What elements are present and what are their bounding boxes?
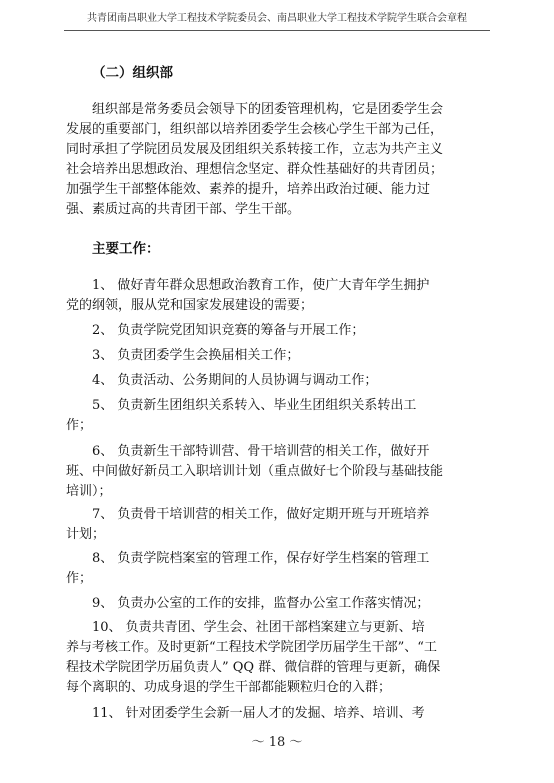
duty-line: 8、 负责学院档案室的管理工作，保存好学生档案的管理工 <box>92 551 430 566</box>
duty-line: 6、 负责新生干部特训营、骨干培训营的相关工作，做好开 <box>92 444 430 459</box>
duty-line: 程技术学院团学历届负责人” QQ 群、微信群的管理与更新，确保 <box>66 660 441 675</box>
duty-line: 培训）； <box>66 484 112 499</box>
intro-line: 强、素质过高的共青团干部、学生干部。 <box>66 202 301 217</box>
duty-line: 5、 负责新生团组织关系转入、毕业生团组织关系转出工 <box>92 398 417 413</box>
intro-line: 加强学生干部整体能效、素养的提升，培养出政治过硬、能力过 <box>66 182 431 197</box>
duty-line: 3、 负责团委学生会换届相关工作； <box>92 348 300 363</box>
intro-line: 组织部是常务委员会领导下的团委管理机构，它是团委学生会 <box>92 102 444 117</box>
duty-line: 养与考核工作。及时更新“工程技术学院团学历届学生干部”、“工 <box>66 640 437 655</box>
duty-line: 9、 负责办公室的工作的安排，监督办公室工作落实情况； <box>92 596 430 611</box>
duty-line: 班、中间做好新员工入职培训计划（重点做好七个阶段与基础技能 <box>66 464 444 479</box>
intro-line: 同时承担了学院团员发展及团组织关系转接工作，立志为共产主义 <box>66 142 444 157</box>
duty-line: 2、 负责学院党团知识竞赛的筹备与开展工作； <box>92 323 365 338</box>
duty-line: 作； <box>66 418 93 433</box>
duty-line: 4、 负责活动、公务期间的人员协调与调动工作； <box>92 373 378 388</box>
duty-line: 作； <box>66 571 93 586</box>
intro-line: 发展的重要部门，组织部以培养团委学生会核心学生干部为己任， <box>66 122 444 137</box>
page-number: ～ 18 ～ <box>251 735 303 750</box>
section-heading: （二）组织部 <box>92 65 173 81</box>
duties-heading: 主要工作： <box>92 241 160 257</box>
duty-line: 11、 针对团委学生会新一届人才的发掘、培养、培训、考 <box>92 706 425 721</box>
duty-line: 10、 负责共青团、学生会、社团干部档案建立与更新、培 <box>92 620 425 635</box>
duty-line: 计划； <box>66 527 106 542</box>
header-divider <box>64 30 490 31</box>
intro-line: 社会培养出思想政治、理想信念坚定、群众性基础好的共青团员； <box>66 162 444 177</box>
duty-line: 1、 做好青年群众思想政治教育工作，使广大青年学生拥护 <box>92 278 430 293</box>
duty-line: 每个离职的、功成身退的学生干部都能颗粒归仓的入群； <box>66 680 392 695</box>
duty-line: 7、 负责骨干培训营的相关工作，做好定期开班与开班培养 <box>92 507 430 522</box>
duty-line: 党的纲领，服从党和国家发展建设的需要； <box>66 298 314 313</box>
running-header: 共青团南昌职业大学工程技术学院委员会、南昌职业大学工程技术学院学生联合会章程 <box>87 13 467 24</box>
